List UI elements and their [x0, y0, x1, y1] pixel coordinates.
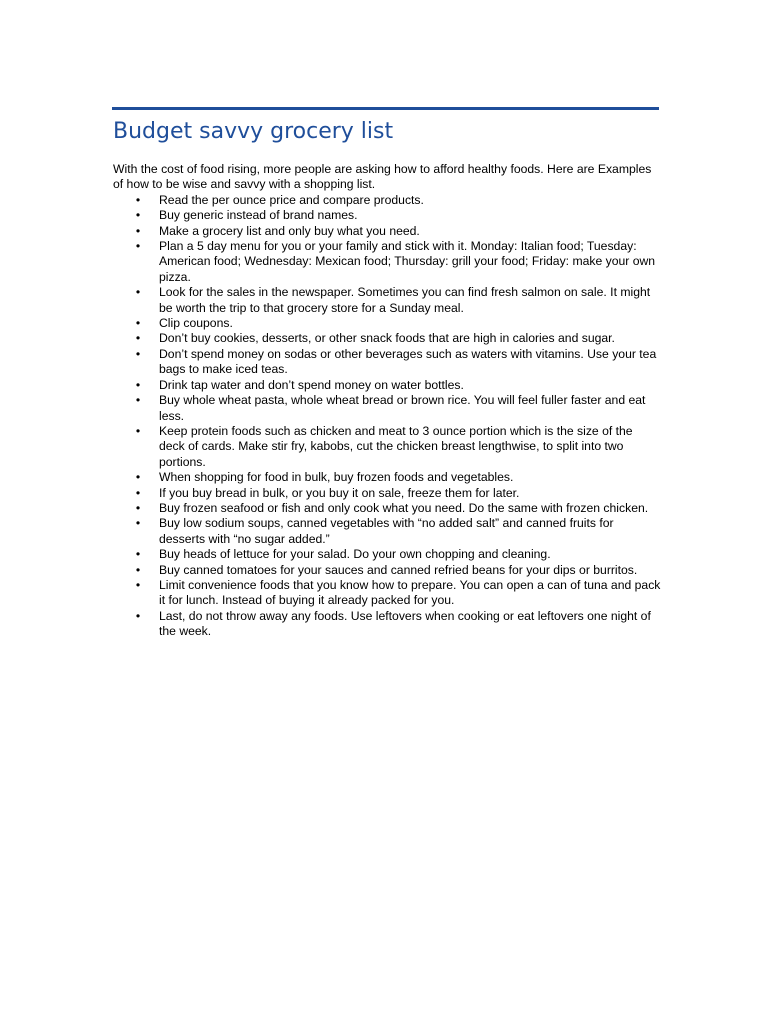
- bullet-icon: •: [135, 393, 141, 408]
- bullet-icon: •: [135, 208, 141, 223]
- list-item-text: Buy heads of lettuce for your salad. Do your own chopping and cleaning.: [159, 547, 551, 562]
- list-item: [113, 547, 661, 562]
- list-item: [113, 609, 661, 640]
- list-item: [113, 424, 661, 470]
- list-item-text: Buy low sodium soups, canned vegetables with “no added salt” and canned fruits for desserts with “no sugar added.”: [159, 516, 614, 546]
- bullet-icon: •: [135, 192, 141, 207]
- bullet-icon: •: [135, 331, 141, 346]
- document-body: [113, 162, 661, 640]
- page-title: Budget savvy grocery list: [113, 119, 394, 144]
- bullet-icon: •: [135, 577, 141, 592]
- tips-list: [113, 193, 661, 640]
- list-item: [113, 224, 661, 239]
- bullet-icon: •: [135, 239, 141, 254]
- bullet-icon: •: [135, 547, 141, 562]
- list-item: [113, 208, 661, 223]
- bullet-icon: •: [135, 223, 141, 238]
- list-item: [113, 285, 661, 316]
- list-item-text: Buy whole wheat pasta, whole wheat bread or brown rice. You will feel fuller faster and eat less.: [159, 393, 646, 423]
- list-item: [113, 239, 661, 285]
- bullet-icon: •: [135, 377, 141, 392]
- bullet-icon: •: [135, 608, 141, 623]
- bullet-icon: •: [135, 470, 141, 485]
- list-item: [113, 486, 661, 501]
- list-item-text: Buy frozen seafood or fish and only cook what you need. Do the same with frozen chicken.: [159, 500, 649, 515]
- list-item: [113, 393, 661, 424]
- bullet-icon: •: [135, 285, 141, 300]
- list-item: [113, 501, 661, 516]
- list-item-text: When shopping for food in bulk, buy frozen foods and vegetables.: [159, 470, 514, 485]
- list-item: [113, 470, 661, 485]
- list-item: [113, 193, 661, 208]
- list-item-text: Buy canned tomatoes for your sauces and canned refried beans for your dips or burritos.: [159, 562, 638, 577]
- bullet-icon: •: [135, 316, 141, 331]
- bullet-icon: •: [135, 562, 141, 577]
- list-item: [113, 347, 661, 378]
- list-item: [113, 516, 661, 547]
- list-item: [113, 331, 661, 346]
- bullet-icon: •: [135, 516, 141, 531]
- list-item-text: Buy generic instead of brand names.: [159, 208, 358, 223]
- list-item-text: If you buy bread in bulk, or you buy it on sale, freeze them for later.: [159, 485, 520, 500]
- list-item-text: Read the per ounce price and compare products.: [159, 192, 424, 207]
- list-item-text: Last, do not throw away any foods. Use leftovers when cooking or eat leftovers one night of the week.: [159, 608, 651, 639]
- bullet-icon: •: [135, 485, 141, 500]
- bullet-icon: •: [135, 423, 141, 438]
- list-item-text: Make a grocery list and only buy what you need.: [159, 223, 420, 238]
- list-item: [113, 578, 661, 609]
- bullet-icon: •: [135, 500, 141, 515]
- list-item-text: Limit convenience foods that you know how to prepare. You can open a can of tuna and pack it for lunch. Instead of buying it already packed for you.: [159, 577, 661, 608]
- list-item-text: Don’t buy cookies, desserts, or other snack foods that are high in calories and sugar.: [159, 331, 615, 346]
- list-item-text: Plan a 5 day menu for you or your family and stick with it. Monday: Italian food; Tuesday: American food; Wednesday: Mexican food; Thursday: grill your food; Friday: make your own pizza.: [159, 239, 656, 284]
- bullet-icon: •: [135, 346, 141, 361]
- list-item-text: Look for the sales in the newspaper. Sometimes you can find fresh salmon on sale. It might be worth the trip to that grocery store for a Sunday meal.: [159, 285, 651, 315]
- intro-paragraph: With the cost of food rising, more people are asking how to afford healthy foods. Here are Examples of how to be wise and savvy with a shopping list.: [113, 162, 652, 192]
- title-rule: [112, 107, 659, 110]
- list-item-text: Don’t spend money on sodas or other beverages such as waters with vitamins. Use your tea bags to make iced teas.: [159, 346, 657, 377]
- list-item-text: Keep protein foods such as chicken and meat to 3 ounce portion which is the size of the deck of cards. Make stir fry, kabobs, cut the chicken breast lengthwise, to split into two portions.: [159, 423, 633, 469]
- list-item-text: Clip coupons.: [159, 316, 233, 331]
- list-item-text: Drink tap water and don’t spend money on water bottles.: [159, 377, 464, 392]
- list-item: [113, 316, 661, 331]
- list-item: [113, 563, 661, 578]
- list-item: [113, 378, 661, 393]
